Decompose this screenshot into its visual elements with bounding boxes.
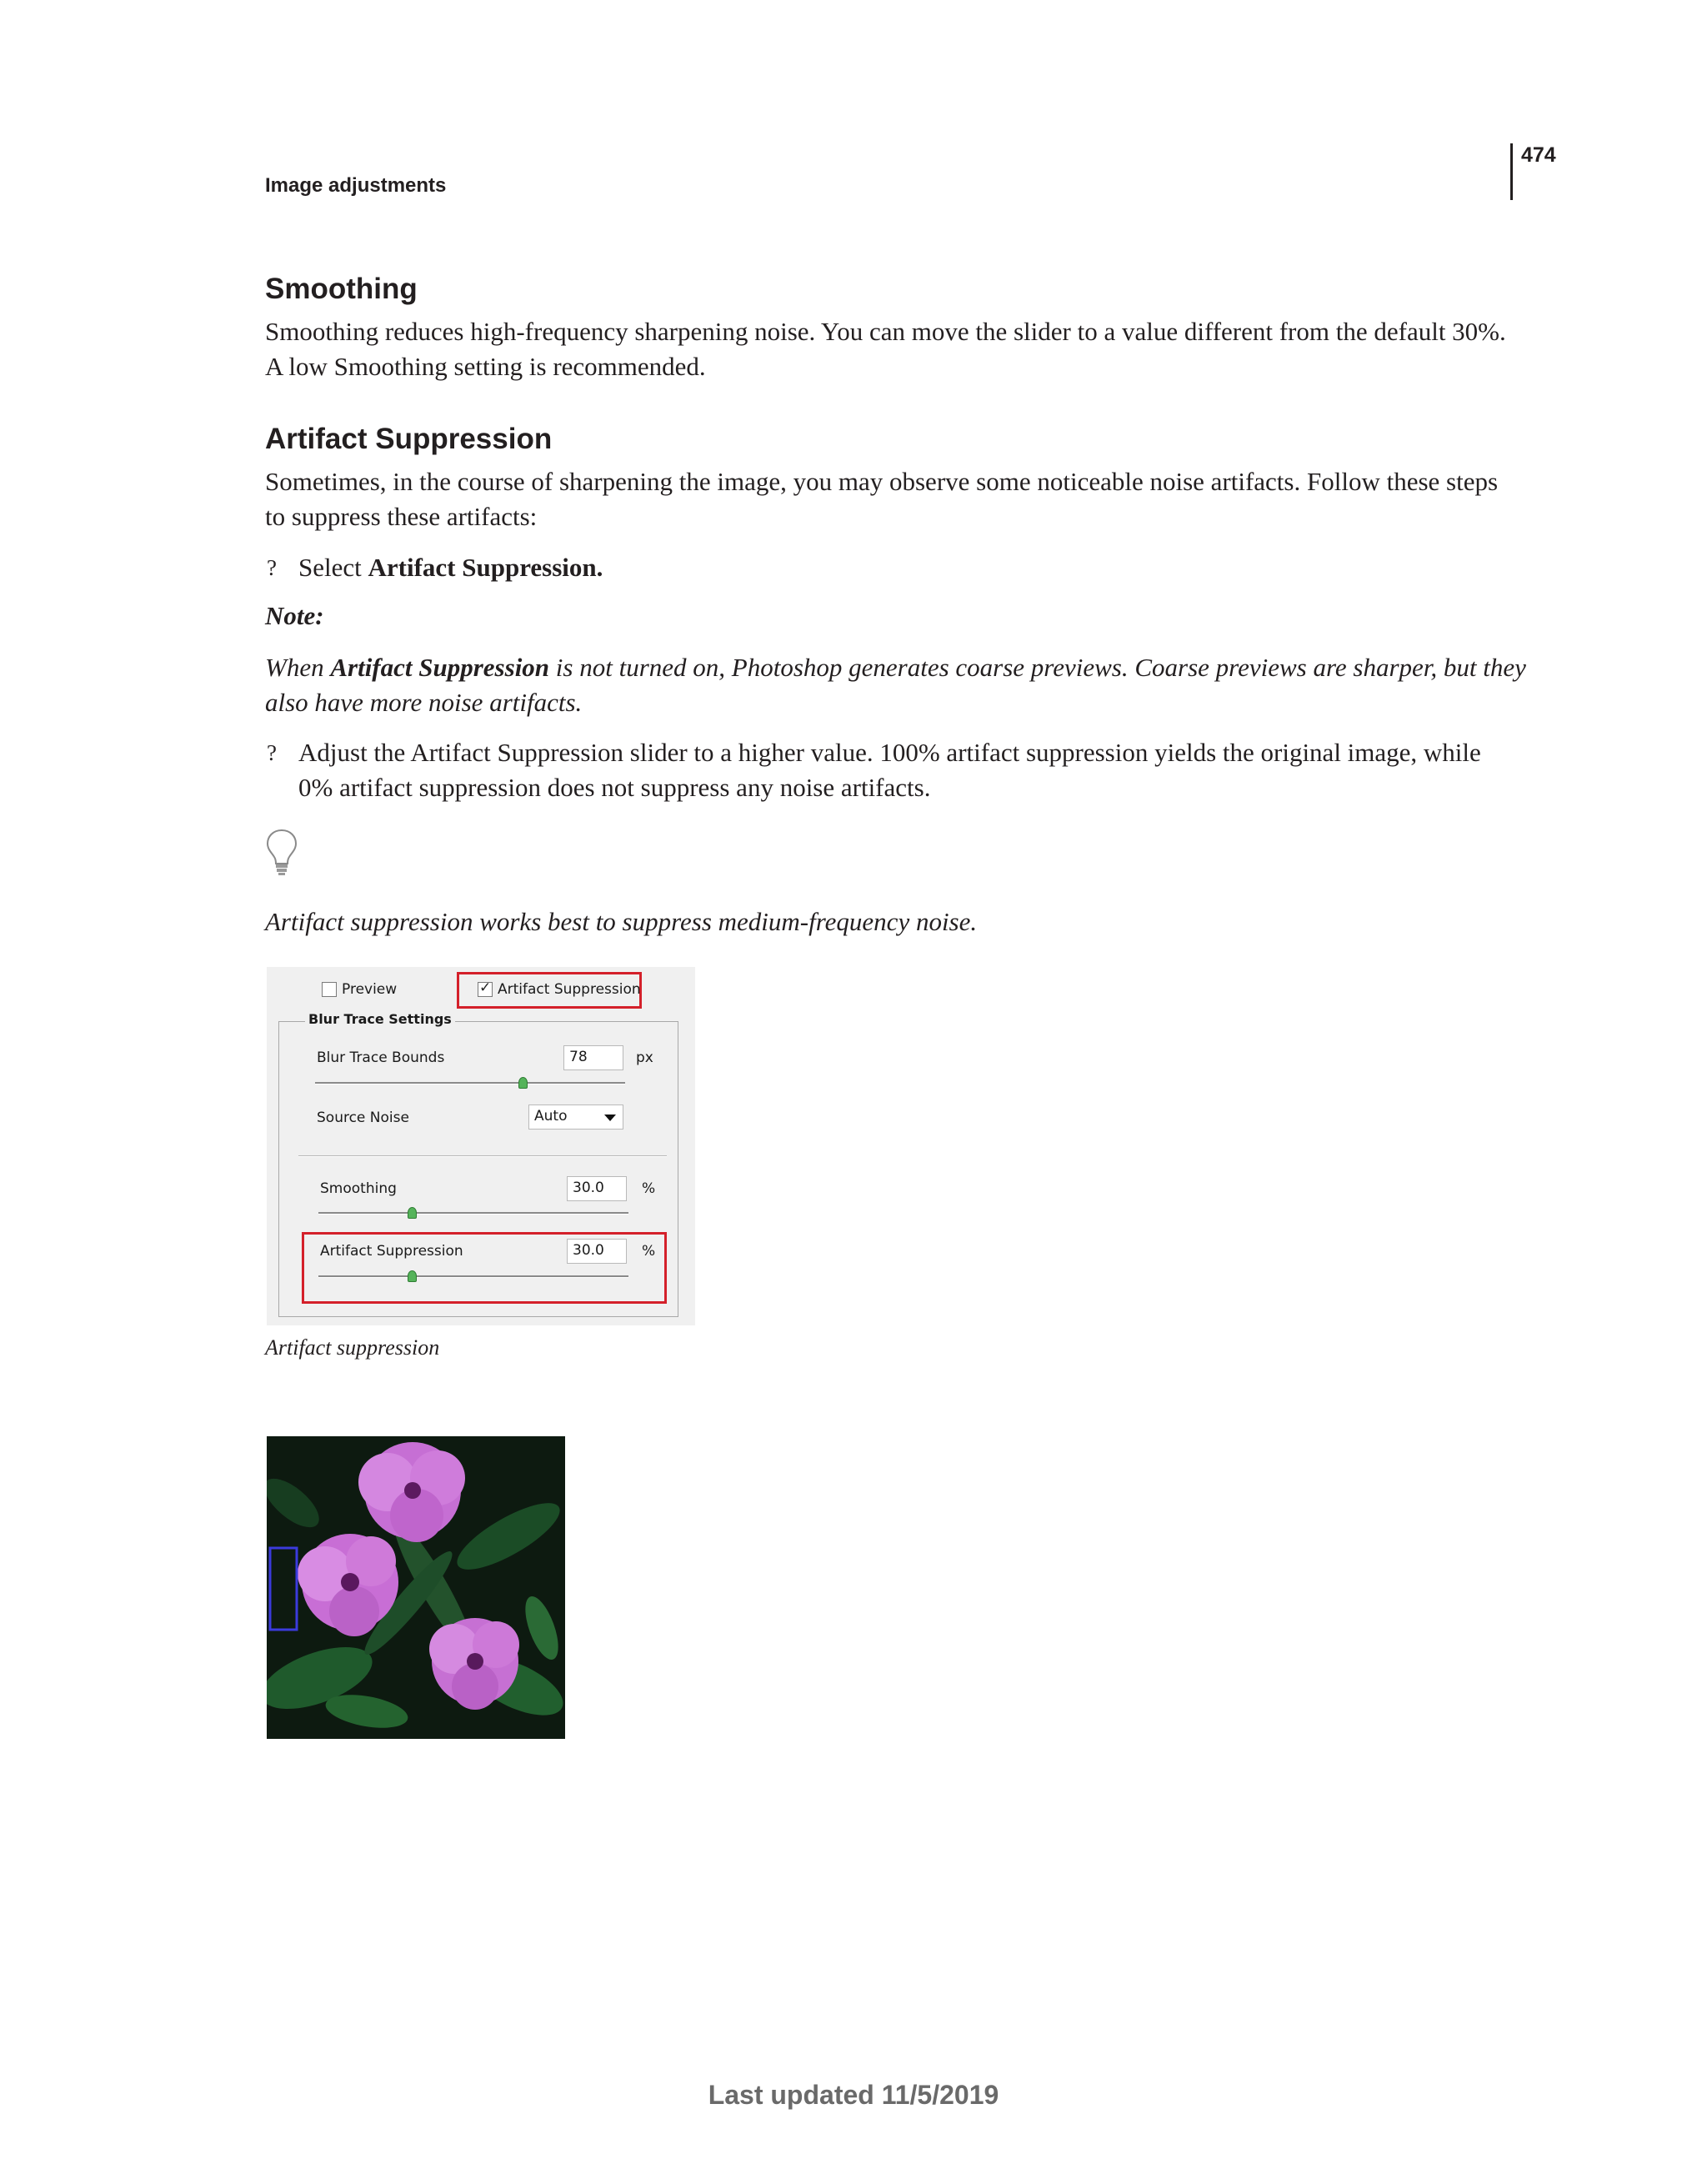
artifact-heading: Artifact Suppression	[265, 423, 553, 455]
page-number: 474	[1521, 143, 1556, 167]
artifact-suppression-checkbox-label: Artifact Suppression	[498, 981, 641, 998]
step2-line1: Adjust the Artifact Suppression slider to a higher value. 100% artifact suppression yields the original image, while	[298, 738, 1481, 767]
smoothing-slider-label: Smoothing	[320, 1180, 397, 1197]
artifact-intro-line2: to suppress these artifacts:	[265, 502, 538, 531]
artifact-suppression-checkbox[interactable]	[478, 982, 493, 997]
smoothing-unit: %	[642, 1180, 656, 1197]
smoothing-track	[318, 1212, 628, 1215]
smoothing-input[interactable]: 30.0	[567, 1176, 627, 1201]
smoothing-slider-thumb[interactable]	[408, 1207, 417, 1219]
blur-trace-bounds-input[interactable]: 78	[563, 1045, 623, 1070]
group-separator	[298, 1155, 667, 1157]
blur-trace-group-title: Blur Trace Settings	[305, 1011, 455, 1027]
source-noise-value: Auto	[534, 1108, 568, 1125]
source-noise-select[interactable]	[528, 1105, 623, 1130]
figure-caption: Artifact suppression	[265, 1335, 440, 1360]
note-rest: is not turned on, Photoshop generates coarse previews. Coarse previews are sharper, but they	[549, 653, 1526, 682]
artifact-suppression-slider-thumb[interactable]	[408, 1270, 417, 1282]
step1-bold: Artifact Suppression.	[368, 553, 603, 582]
smoothing-body-line1: Smoothing reduces high-frequency sharpening noise. You can move the slider to a value different from the default 30%.	[265, 317, 1506, 346]
step1-prefix: Select	[298, 553, 368, 582]
chevron-down-icon	[604, 1115, 616, 1121]
note-label: Note:	[265, 601, 324, 630]
note-prefix: When	[265, 653, 331, 682]
blur-trace-bounds-label: Blur Trace Bounds	[317, 1049, 445, 1066]
lightbulb-icon	[265, 828, 298, 878]
source-noise-label: Source Noise	[317, 1110, 409, 1126]
footer-last-updated: Last updated 11/5/2019	[708, 2080, 999, 2110]
blur-trace-bounds-slider-thumb[interactable]	[518, 1077, 528, 1089]
artifact-slider-label: Artifact Suppression	[320, 1243, 463, 1260]
tip-text: Artifact suppression works best to suppress medium-frequency noise.	[265, 907, 978, 936]
note-line2: also have more noise artifacts.	[265, 688, 583, 717]
step1-text	[298, 550, 603, 585]
blur-trace-bounds-track	[315, 1082, 625, 1084]
preview-checkbox[interactable]	[322, 982, 337, 997]
artifact-intro-line1: Sometimes, in the course of sharpening the image, you may observe some noticeable noise artifacts. Follow these steps	[265, 467, 1499, 496]
artifact-slider-unit: %	[642, 1243, 656, 1260]
artifact-suppression-input[interactable]: 30.0	[567, 1239, 627, 1264]
step2-line2: 0% artifact suppression does not suppress any noise artifacts.	[298, 773, 931, 802]
running-head: Image adjustments	[265, 174, 447, 197]
header-rule	[1510, 143, 1513, 200]
sharpen-dialog-panel	[267, 967, 695, 1325]
step1-marker: ?	[267, 555, 277, 580]
flower-photo	[267, 1436, 565, 1739]
blur-trace-bounds-unit: px	[636, 1049, 653, 1066]
smoothing-body-line2: A low Smoothing setting is recommended.	[265, 352, 706, 381]
smoothing-heading: Smoothing	[265, 273, 418, 305]
artifact-suppression-track	[318, 1275, 628, 1278]
note-line1	[265, 650, 1526, 685]
note-bold: Artifact Suppression	[330, 653, 550, 682]
preview-label: Preview	[342, 981, 398, 998]
step2-marker: ?	[267, 740, 277, 765]
